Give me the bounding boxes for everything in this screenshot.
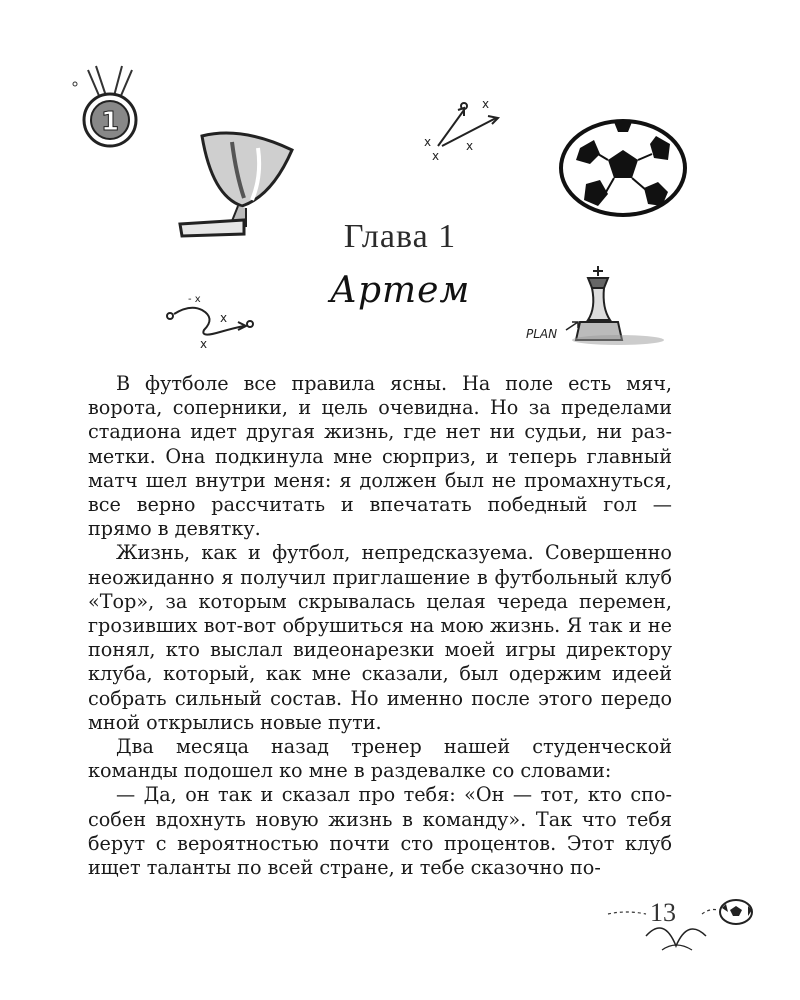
- chapter-title: Глава 1: [343, 218, 457, 255]
- svg-text:x: x: [432, 149, 440, 163]
- plan-chess-icon: [522, 264, 672, 350]
- paragraph: — Да, он так и сказал про тебя: «Он — тот, кто способен вдохнуть новую жизнь в команду». Так что тебя берут с вероятностью почти сто процентов. Этот клуб ищет таланты по всей стране, и тебе сказочно по-: [88, 783, 672, 880]
- tactic-arrows-icon: [420, 94, 510, 164]
- paragraph: В футболе все правила ясны. На поле есть мяч, ворота, соперники, и цель очевидна. Но за пределами стадиона идет другая жизнь, где нет ни судьи, ни разметки. Она подкинула мне сюрприз, и теперь главный матч шел внутри меня: я должен был не промахнуться, все верно рассчитать и впечатать победный гол — прямо в девятку.: [88, 372, 672, 541]
- chapter-name: Артем: [329, 270, 471, 311]
- plan-label: PLAN: [526, 327, 558, 341]
- medal-number: 1: [100, 107, 120, 137]
- play-diagram-icon: [160, 290, 260, 350]
- medal-icon: [70, 62, 160, 152]
- page-number: 13: [650, 898, 676, 927]
- body-text: [88, 372, 672, 880]
- paragraph: Два месяца назад тренер нашей студенческой команды подошел ко мне в раздевалке со словами:: [88, 735, 672, 783]
- svg-text:- x: - x: [188, 294, 201, 305]
- svg-text:x: x: [200, 337, 208, 350]
- svg-text:x: x: [424, 135, 432, 149]
- page-flourish-icon: [606, 896, 766, 960]
- svg-text:x: x: [482, 97, 490, 111]
- soccer-ball-icon: [558, 118, 688, 218]
- svg-text:x: x: [466, 139, 474, 153]
- svg-text:x: x: [220, 311, 228, 325]
- paragraph: Жизнь, как и футбол, непредсказуема. Совершенно неожиданно я получил приглашение в футбольный клуб «Тор», за которым скрывалась целая череда перемен, грозивших вот-вот обрушиться на мою жизнь. Я так и не понял, кто выслал видеонарезки моей игры директору клуба, который, как мне сказали, был одержим идеей собрать сильный состав. Но именно после этого передо мной открылись новые пути.: [88, 541, 672, 734]
